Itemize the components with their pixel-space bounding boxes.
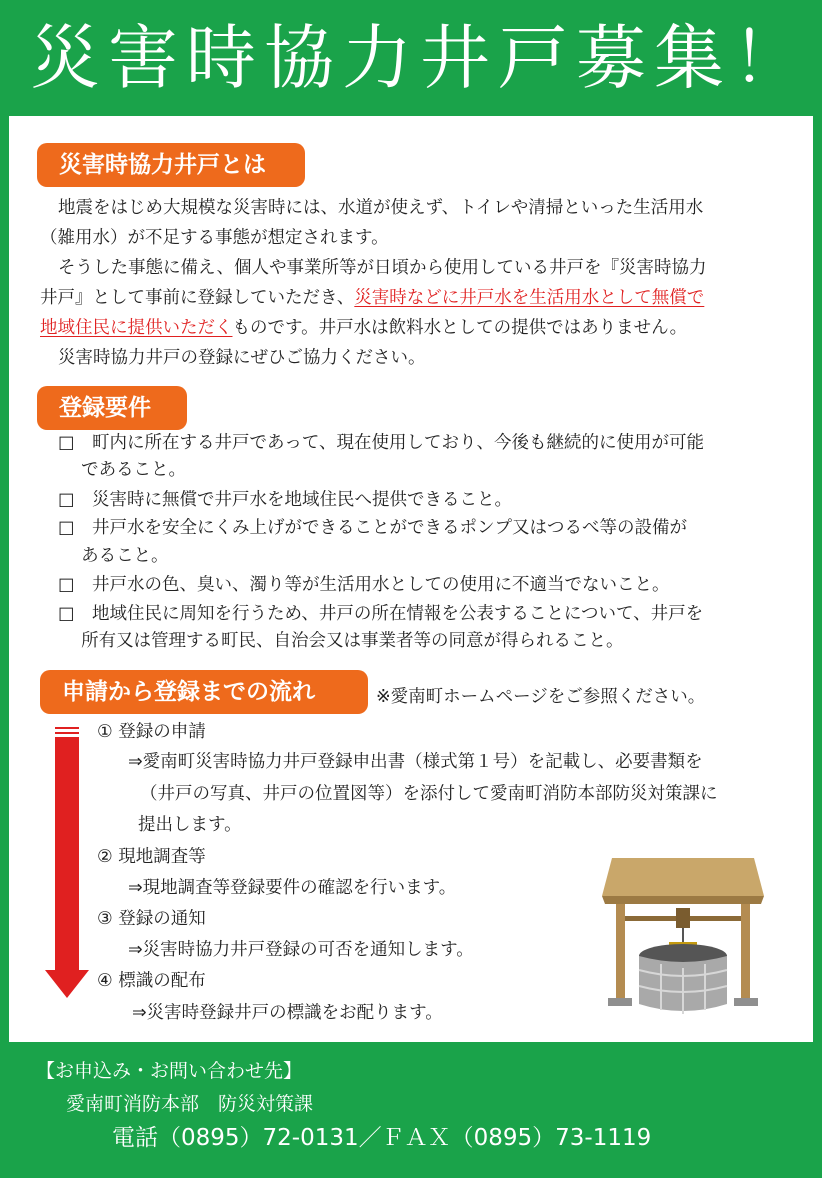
- step-3-title: ③ 登録の通知: [97, 909, 206, 929]
- requirement-line: □ 井戸水を安全にくみ上げができることができるポンプ又はつるべ等の設備が: [58, 518, 688, 538]
- flow-arrow-icon: [42, 724, 92, 1000]
- step-1-detail: （井戸の写真、井戸の位置図等）を添付して愛南町消防本部防災対策課に: [140, 784, 718, 804]
- step-3-detail: ⇒災害時協力井戸登録の可否を通知します。: [128, 940, 474, 960]
- about-line-5-highlight: 地域住民に提供いただく: [40, 318, 233, 338]
- well-illustration-icon: [598, 852, 768, 1017]
- contact-heading: 【お申込み・お問い合わせ先】: [36, 1060, 303, 1082]
- contact-office: 愛南町消防本部 防災対策課: [66, 1093, 314, 1115]
- step-2-detail: ⇒現地調査等登録要件の確認を行います。: [128, 878, 457, 898]
- section-heading-flow: 申請から登録までの流れ: [40, 670, 368, 714]
- about-line-2: （雑用水）が不足する事態が想定されます。: [40, 228, 389, 248]
- about-line-5-text: ものです。井戸水は飲料水としての提供ではありません。: [232, 318, 688, 338]
- requirement-line: □ 災害時に無償で井戸水を地域住民へ提供できること。: [58, 490, 513, 510]
- about-line-6: 災害時協力井戸の登録にぜひご協力ください。: [58, 348, 426, 368]
- requirement-line: 所有又は管理する町民、自治会又は事業者等の同意が得られること。: [58, 631, 624, 651]
- about-line-4: [40, 283, 704, 313]
- step-4-detail: ⇒災害時登録井戸の標識をお配ります。: [132, 1003, 443, 1023]
- step-1-title: ① 登録の申請: [97, 722, 206, 742]
- step-1-detail: ⇒愛南町災害時協力井戸登録申出書（様式第１号）を記載し、必要書類を: [128, 752, 703, 772]
- about-line-5: [40, 313, 687, 343]
- section-heading-requirements: 登録要件: [37, 386, 187, 430]
- section-heading-about: 災害時協力井戸とは: [37, 143, 305, 187]
- requirement-line: □ 町内に所在する井戸であって、現在使用しており、今後も継続的に使用が可能: [58, 433, 705, 453]
- about-line-4-text: 井戸』として事前に登録していただき、: [40, 288, 355, 308]
- requirement-line: あること。: [58, 546, 169, 566]
- step-2-title: ② 現地調査等: [97, 847, 206, 867]
- about-line-4-highlight: 災害時などに井戸水を生活用水として無償で: [354, 288, 705, 308]
- about-line-1: 地震をはじめ大規模な災害時には、水道が使えず、トイレや清掃といった生活用水: [58, 198, 704, 218]
- contact-phone: 電話（0895）72-0131／ＦＡＸ（0895）73-1119: [112, 1125, 652, 1151]
- homepage-note: ※愛南町ホームページをご参照ください。: [376, 687, 706, 707]
- about-line-3: そうした事態に備え、個人や事業所等が日頃から使用している井戸を『災害時協力: [58, 258, 707, 278]
- step-1-detail: 提出します。: [138, 815, 242, 835]
- requirement-line: □ 井戸水の色、臭い、濁り等が生活用水としての使用に不適当でないこと。: [58, 575, 670, 595]
- page-title: 災害時協力井戸募集！: [30, 17, 810, 99]
- step-4-title: ④ 標識の配布: [97, 971, 206, 991]
- requirement-line: □ 地域住民に周知を行うため、井戸の所在情報を公表することについて、井戸を: [58, 604, 704, 624]
- requirement-line: であること。: [58, 460, 187, 480]
